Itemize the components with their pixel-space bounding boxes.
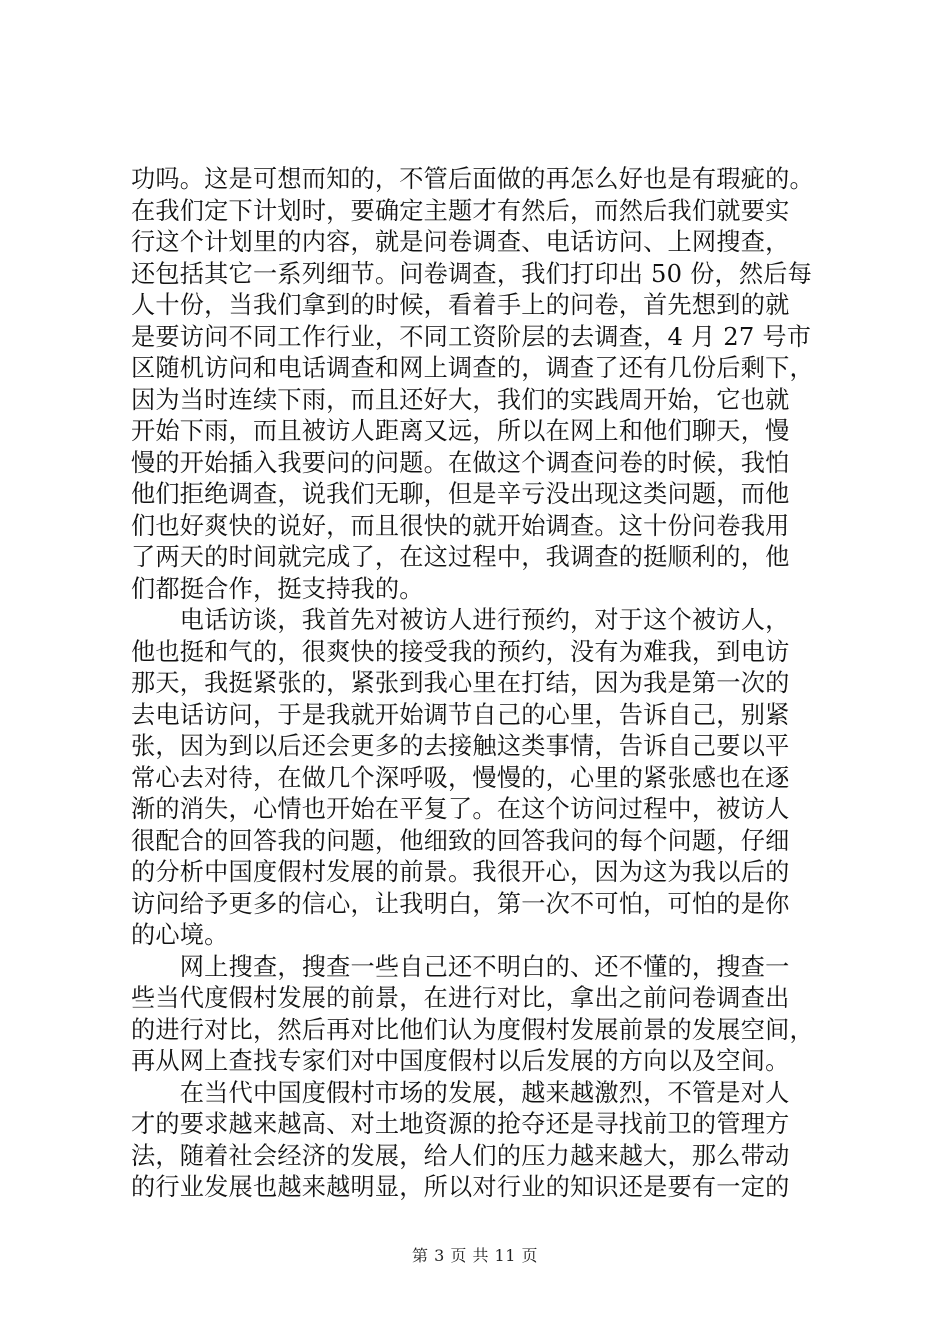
- text-line: 些当代度假村发展的前景，在进行对比，拿出之前问卷调查出: [131, 984, 790, 1012]
- text-line: 的分析中国度假村发展的前景。我很开心，因为这为我以后的: [131, 858, 790, 886]
- text-line: 还包括其它一系列细节。问卷调查，我们打印出 50 份，然后每: [131, 259, 813, 288]
- text-line: 们都挺合作，挺支持我的。: [131, 574, 424, 603]
- text-line: 那天，我挺紧张的，紧张到我心里在打结，因为我是第一次的: [131, 669, 790, 697]
- text-line: 网上搜查，搜查一些自己还不明白的、还不懂的，搜查一: [131, 952, 790, 981]
- text-line: 张，因为到以后还会更多的去接触这类事情，告诉自己要以平: [131, 732, 790, 760]
- text-line: 的心境。: [131, 921, 229, 949]
- text-line: 访问给予更多的信心，让我明白，第一次不可怕，可怕的是你: [131, 889, 790, 918]
- text-line: 才的要求越来越高、对土地资源的抢夺还是寻找前卫的管理方: [131, 1110, 790, 1138]
- body-text: [131, 164, 831, 1204]
- text-line: 开始下雨，而且被访人距离又远，所以在网上和他们聊天，慢: [131, 417, 790, 445]
- text-line: 再从网上查找专家们对中国度假村以后发展的方向以及空间。: [131, 1047, 790, 1075]
- text-line: 去电话访问，于是我就开始调节自己的心里，告诉自己，别紧: [131, 700, 790, 729]
- text-line: 他也挺和气的，很爽快的接受我的预约，没有为难我，到电访: [131, 637, 790, 666]
- text-line: 电话访谈，我首先对被访人进行预约，对于这个被访人，: [131, 606, 790, 634]
- text-line: 在我们定下计划时，要确定主题才有然后，而然后我们就要实: [131, 196, 790, 225]
- text-line: 的进行对比，然后再对比他们认为度假村发展前景的发展空间，: [131, 1015, 814, 1044]
- text-line: 因为当时连续下雨，而且还好大，我们的实践周开始，它也就: [131, 385, 790, 414]
- text-line: 功吗。这是可想而知的，不管后面做的再怎么好也是有瑕疵的。: [131, 165, 814, 193]
- text-line: 慢的开始插入我要问的问题。在做这个调查问卷的时候，我怕: [131, 448, 790, 477]
- text-line: 区随机访问和电话调查和网上调查的，调查了还有几份后剩下，: [131, 354, 814, 382]
- text-line: 行这个计划里的内容，就是问卷调查、电话访问、上网搜查，: [131, 228, 790, 256]
- text-line: 在当代中国度假村市场的发展，越来越激烈，不管是对人: [131, 1078, 790, 1107]
- text-line: 的行业发展也越来越明显，所以对行业的知识还是要有一定的: [131, 1173, 790, 1201]
- page-footer: 第 3 页 共 11 页: [412, 1246, 538, 1265]
- text-line: 法，随着社会经济的发展，给人们的压力越来越大，那么带动: [131, 1141, 790, 1170]
- text-line: 人十份，当我们拿到的时候，看着手上的问卷，首先想到的就: [131, 291, 790, 319]
- text-line: 是要访问不同工作行业，不同工资阶层的去调查，4 月 27 号市: [131, 322, 812, 351]
- text-line: 渐的消失，心情也开始在平复了。在这个访问过程中，被访人: [131, 795, 790, 823]
- text-line: 了两天的时间就完成了，在这过程中，我调查的挺顺利的，他: [131, 543, 790, 571]
- text-line: 很配合的回答我的问题，他细致的回答我问的每个问题，仔细: [131, 826, 790, 855]
- text-line: 们也好爽快的说好，而且很快的就开始调查。这十份问卷我用: [131, 511, 790, 540]
- text-line: 常心去对待，在做几个深呼吸，慢慢的，心里的紧张感也在逐: [131, 763, 790, 792]
- text-line: 他们拒绝调查，说我们无聊，但是辛亏没出现这类问题，而他: [131, 480, 790, 508]
